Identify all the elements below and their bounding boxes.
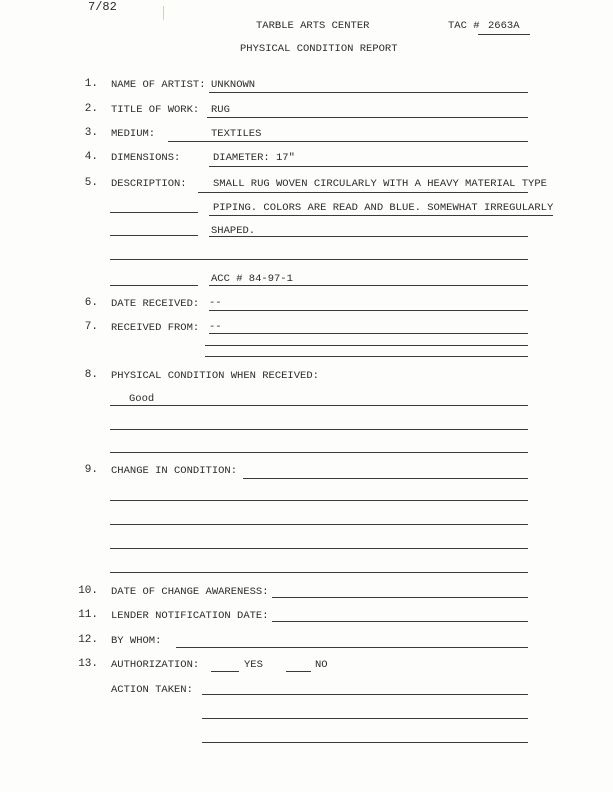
action-taken-line-3: [202, 742, 528, 743]
medium-value: TEXTILES: [211, 128, 262, 140]
item-number: 11.: [78, 609, 98, 621]
paper-mark: [163, 6, 164, 20]
change-in-condition-label: CHANGE IN CONDITION:: [111, 465, 238, 477]
received-from-line-3: [205, 356, 528, 357]
tac-number: 2663A: [488, 20, 520, 32]
action-taken-line-1: [202, 694, 528, 695]
change-in-condition-line-3: [110, 524, 528, 525]
item-number: 5.: [84, 177, 98, 189]
date-received-label: DATE RECEIVED:: [111, 298, 200, 310]
physical-condition-value: Good: [129, 393, 155, 405]
accession-line: [209, 285, 528, 286]
physical-condition-line-3: [110, 452, 528, 453]
tac-number-line: [478, 34, 530, 35]
date-received-value: --: [209, 297, 222, 309]
description-line-1: SMALL RUG WOVEN CIRCULARLY WITH A HEAVY MATERIAL TYPE: [213, 178, 547, 190]
dimensions-value: DIAMETER: 17": [213, 152, 295, 164]
received-from-line: [209, 333, 528, 334]
physical-condition-label: PHYSICAL CONDITION WHEN RECEIVED:: [111, 370, 319, 382]
artist-line: [209, 92, 528, 93]
description-rule-left-2: [110, 212, 198, 213]
lender-notification-label: LENDER NOTIFICATION DATE:: [111, 610, 269, 622]
description-rule-left-5: [110, 285, 198, 286]
item-number: 7.: [84, 321, 98, 333]
action-taken-label: ACTION TAKEN:: [111, 684, 193, 696]
item-number: 2.: [84, 103, 98, 115]
date-of-change-label: DATE OF CHANGE AWARENESS:: [111, 586, 269, 598]
date-of-change-line: [272, 597, 528, 598]
title-of-work-value: RUG: [211, 104, 230, 116]
physical-condition-line-2: [110, 429, 528, 430]
item-number: 6.: [84, 297, 98, 309]
description-rule-left-3: [110, 235, 198, 236]
description-line-2: PIPING. COLORS ARE READ AND BLUE. SOMEWHAT IRREGULARLY: [213, 202, 554, 214]
item-number: 9.: [84, 464, 98, 476]
description-rule-4: [110, 259, 528, 260]
institution-name: TARBLE ARTS CENTER: [256, 20, 370, 32]
authorization-no-line: [286, 671, 311, 672]
medium-line: [168, 141, 528, 142]
change-in-condition-line-2: [110, 500, 528, 501]
authorization-no: NO: [315, 659, 328, 671]
title-of-work-line: [207, 117, 528, 118]
item-number: 8.: [84, 369, 98, 381]
dimensions-label: DIMENSIONS:: [111, 152, 181, 164]
authorization-yes-line: [211, 671, 239, 672]
description-rule-1: [198, 192, 528, 193]
item-number: 3.: [84, 127, 98, 139]
description-label: DESCRIPTION:: [111, 178, 187, 190]
item-number: 10.: [78, 585, 98, 597]
by-whom-label: BY WHOM:: [111, 635, 162, 647]
tac-label: TAC #: [448, 20, 480, 32]
artist-value: UNKNOWN: [211, 79, 256, 91]
change-in-condition-line-4: [110, 548, 528, 549]
artist-label: NAME OF ARTIST:: [111, 79, 206, 91]
authorization-label: AUTHORIZATION:: [111, 659, 200, 671]
description-rule-3: [209, 236, 528, 237]
item-number: 13.: [78, 658, 98, 670]
description-rule-2: [209, 215, 553, 216]
by-whom-line: [176, 647, 528, 648]
received-from-label: RECEIVED FROM:: [111, 322, 200, 334]
received-from-line-2: [205, 345, 528, 346]
item-number: 12.: [78, 634, 98, 646]
lender-notification-line: [272, 621, 528, 622]
report-title: PHYSICAL CONDITION REPORT: [240, 43, 398, 55]
dimensions-line: [209, 166, 528, 167]
item-number: 1.: [84, 78, 98, 90]
physical-condition-line-1: [110, 405, 528, 406]
description-line-3: SHAPED.: [211, 225, 256, 237]
title-of-work-label: TITLE OF WORK:: [111, 104, 200, 116]
corner-date: 7/82: [88, 0, 117, 14]
change-in-condition-line-1: [243, 478, 528, 479]
authorization-yes: YES: [244, 659, 263, 671]
action-taken-line-2: [202, 718, 528, 719]
date-received-line: [209, 310, 528, 311]
accession-number: ACC # 84-97-1: [211, 273, 293, 285]
item-number: 4.: [84, 151, 98, 163]
received-from-value: --: [209, 321, 222, 333]
medium-label: MEDIUM:: [111, 128, 156, 140]
change-in-condition-line-5: [110, 572, 528, 573]
